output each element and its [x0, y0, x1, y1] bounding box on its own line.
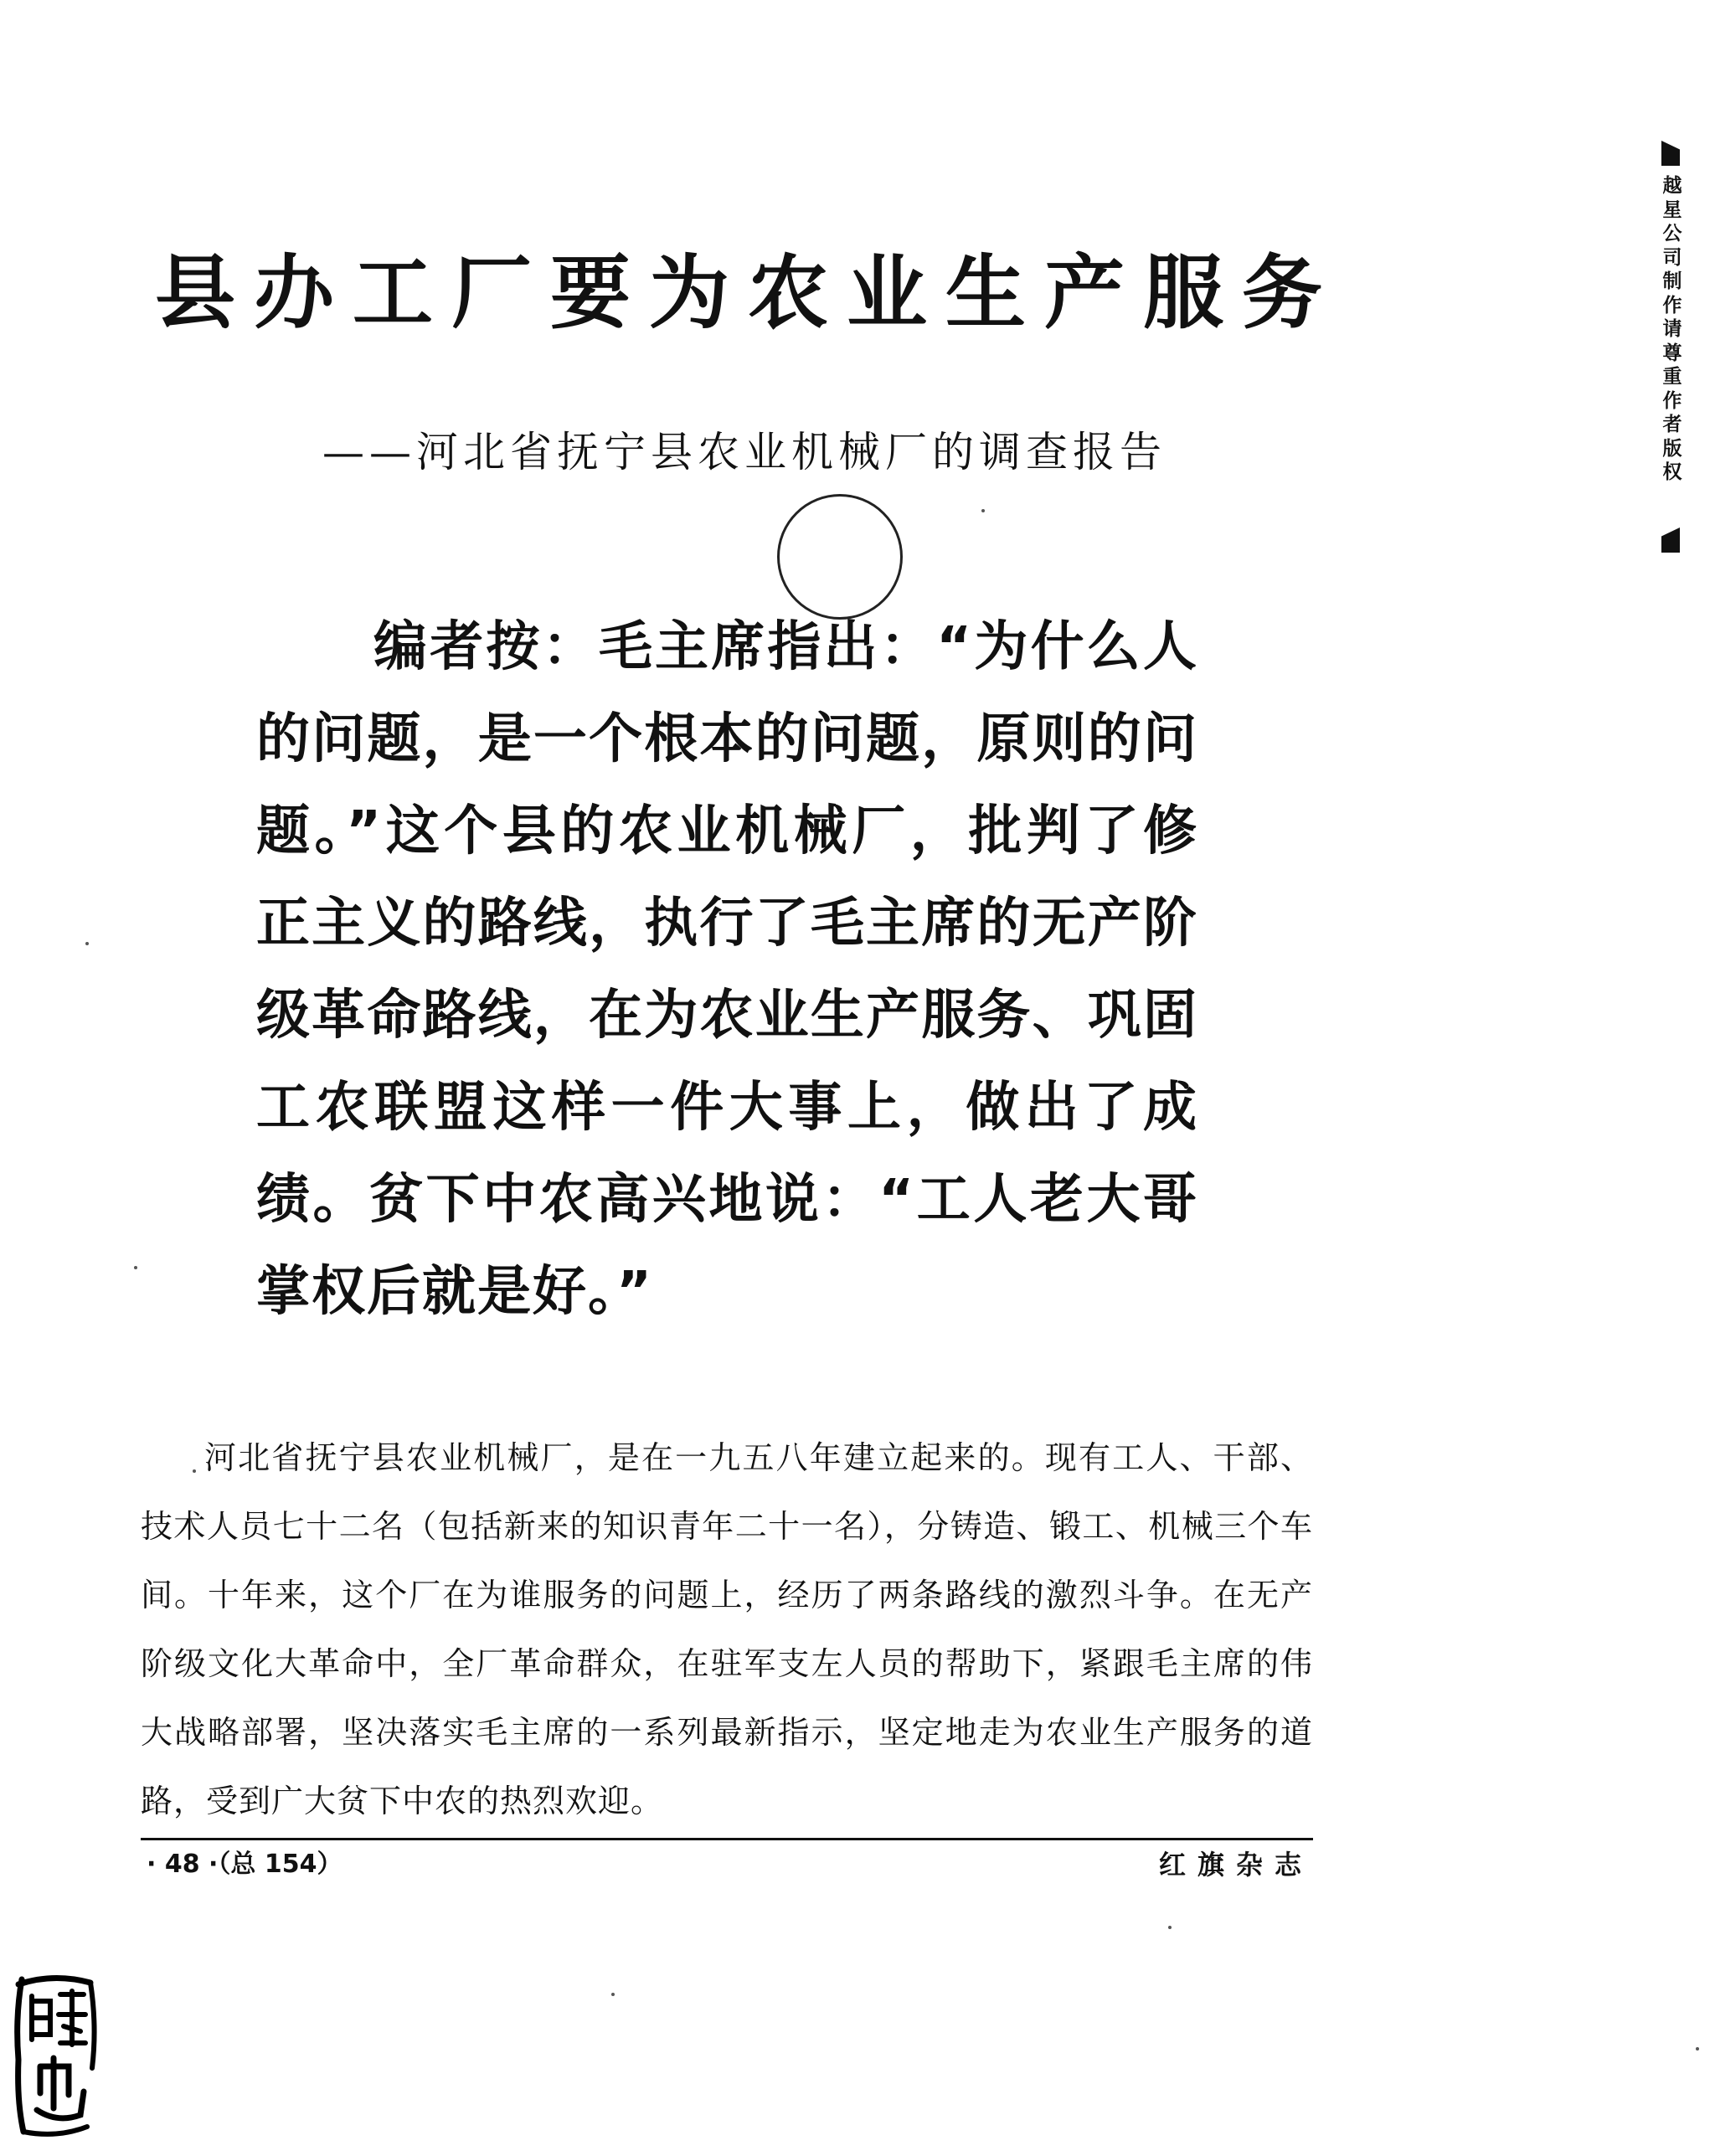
scan-speck [134, 1266, 137, 1269]
side-marker-top [1661, 141, 1680, 166]
scan-speck [1696, 2047, 1699, 2051]
page-title: 县办工厂要为农业生产服务 [155, 246, 1341, 340]
subtitle: ——河北省抚宁县农业机械厂的调查报告 [322, 428, 1167, 476]
editor-note: 编者按：毛主席指出：“为什么人的问题，是一个根本的问题，原则的问题。”这个县的农业机械厂，批判了修正主义的路线，执行了毛主席的无产阶级革命路线，在为农业生产服务、巩固工农联盟这样一件大事上，做出了成绩。贫下中农高兴地说：“工人老大哥掌权后就是好。” [256, 616, 1198, 1323]
scan-speck [1168, 1926, 1172, 1929]
seal-stamp-icon [7, 1968, 100, 2143]
scan-speck [85, 942, 89, 945]
footer-page-number: · 48 ·（总 154） [147, 1850, 342, 1879]
scan-speck [981, 509, 985, 512]
footer-magazine-name: 红旗杂志 [1158, 1849, 1313, 1881]
side-watermark: 越星公司制作请尊重作者版权 [1662, 175, 1682, 483]
scan-speck [611, 1993, 615, 1996]
body-paragraph: 河北省抚宁县农业机械厂，是在一九五八年建立起来的。现有工人、干部、技术人员七十二名（包括新来的知识青年二十一名），分铸造、锻工、机械三个车间。十年来，这个厂在为谁服务的问题上，经历了两条路线的激烈斗争。在无产阶级文化大革命中，全厂革命群众，在驻军支左人员的帮助下，紧跟毛主席的伟大战略部署，坚决落实毛主席的一系列最新指示，坚定地走为农业生产服务的道路，受到广大贫下中农的热烈欢迎。 [141, 1439, 1313, 1819]
side-marker-bottom [1661, 527, 1680, 553]
footer-divider [141, 1838, 1313, 1840]
scan-speck [193, 1469, 196, 1473]
